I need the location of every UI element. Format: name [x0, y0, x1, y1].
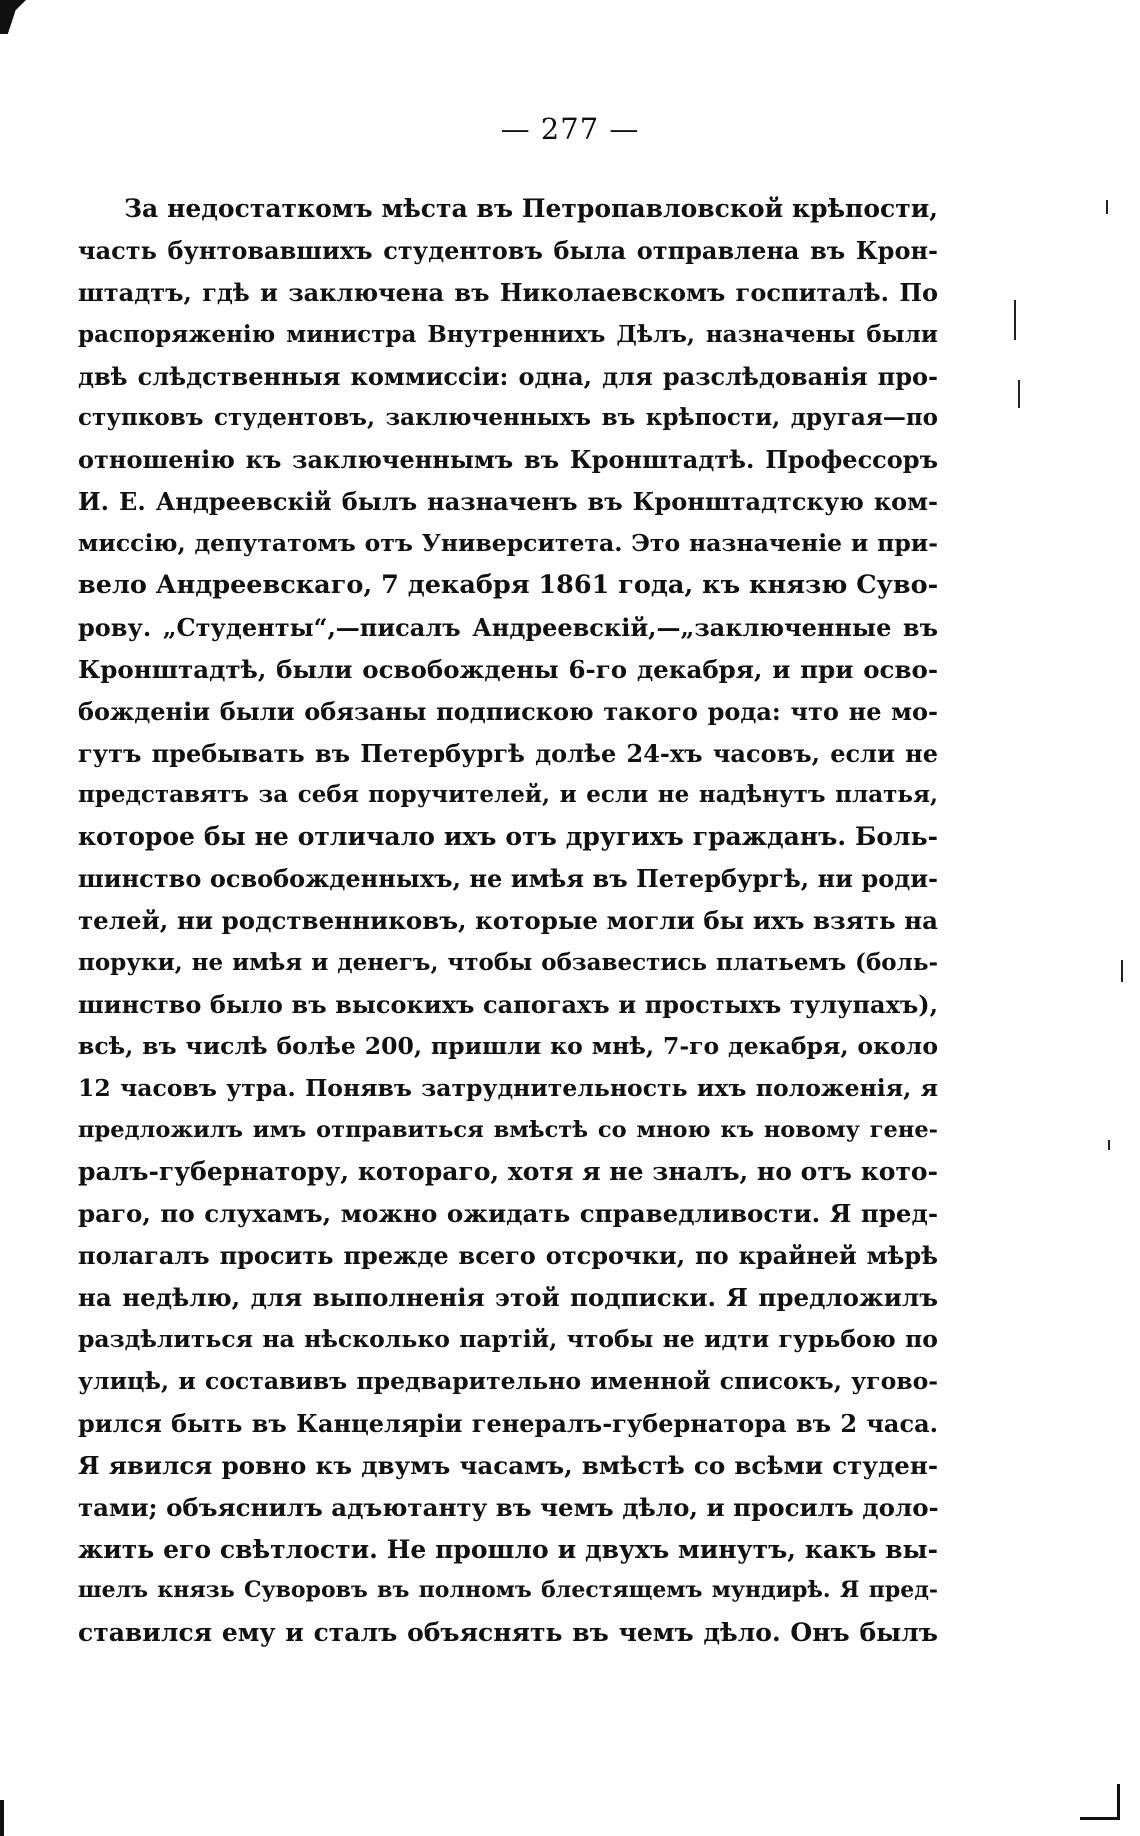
text-line: ступковъ студентовъ, заключенныхъ въ крѣпости, другая—по: [78, 404, 938, 432]
scan-speck: [1106, 200, 1108, 214]
text-line: Кронштадтѣ, были освобождены 6-го декабря, и при осво-: [78, 654, 938, 684]
text-line: вело Андреевскаго, 7 декабря 1861 года, къ князю Суво-: [78, 570, 939, 601]
text-line: телей, ни родственниковъ, которые могли бы ихъ взять на: [78, 906, 938, 936]
text-line: жить его свѣтлости. Не прошло и двухъ минутъ, какъ вы-: [78, 1534, 938, 1564]
body-text: [78, 188, 938, 1654]
text-line: Я явился ровно къ двумъ часамъ, вмѣстѣ со всѣми студен-: [78, 1450, 938, 1480]
text-line: шелъ князь Суворовъ въ полномъ блестящемъ мундирѣ. Я пред-: [78, 1577, 938, 1604]
text-line: на недѣлю, для выполненія этой подписки. Я предложилъ: [78, 1283, 938, 1313]
text-line: часть бунтовавшихъ студентовъ была отправлена въ Крон-: [78, 235, 938, 265]
text-line: раздѣлиться на нѣсколько партій, чтобы не идти гурьбою по: [78, 1325, 938, 1354]
text-line: отношенію къ заключеннымъ въ Кронштадтѣ. Профессоръ: [78, 445, 938, 475]
text-line: божденіи были обязаны подпискою такого рода: что не мо-: [78, 696, 938, 726]
text-line: полагалъ просить прежде всего отсрочки, по крайней мѣрѣ: [78, 1241, 938, 1271]
page-number: — 277 —: [500, 112, 640, 146]
text-line: рову. „Студенты“,—писалъ Андреевскій,—„заключенные въ: [78, 612, 938, 642]
scan-speck: [1018, 380, 1020, 408]
text-line: ралъ-губернатору, котораго, хотя я не зналъ, но отъ кото-: [78, 1157, 938, 1187]
text-line: 12 часовъ утра. Понявъ затруднительность ихъ положенія, я: [78, 1073, 938, 1102]
scan-corner-artifact: [0, 0, 26, 34]
text-line: поруки, не имѣя и денегъ, чтобы обзавестись платьемъ (боль-: [78, 949, 938, 977]
text-line: представятъ за себя поручителей, и если не надѣнутъ платья,: [78, 781, 938, 809]
text-line: ставился ему и сталъ объяснять въ чемъ дѣло. Онъ былъ: [78, 1618, 938, 1648]
text-line: И. Е. Андреевскій былъ назначенъ въ Кронштадтскую ком-: [78, 487, 938, 517]
scan-speck: [1014, 300, 1016, 340]
text-line: шинство освобожденныхъ, не имѣя въ Петербургѣ, ни роди-: [78, 864, 938, 894]
text-line: распоряженію министра Внутреннихъ Дѣлъ, назначены были: [78, 320, 938, 348]
text-line: За недостаткомъ мѣста въ Петропавловской крѣпости,: [124, 194, 938, 223]
text-line: тами; объяснилъ адъютанту въ чемъ дѣло, и просилъ доло-: [78, 1492, 939, 1522]
text-line: штадтъ, гдѣ и заключена въ Николаевскомъ госпиталѣ. По: [78, 277, 938, 307]
text-line: гутъ пребывать въ Петербургѣ долѣе 24-хъ часовъ, если не: [78, 738, 938, 768]
text-line: улицѣ, и составивъ предварительно именной списокъ, угово-: [78, 1366, 938, 1395]
text-line: шинство было въ высокихъ сапогахъ и простыхъ тулупахъ),: [78, 989, 938, 1019]
text-line: предложилъ имъ отправиться вмѣстѣ со мною къ новому гене-: [78, 1116, 938, 1143]
scan-speck: [1121, 960, 1123, 982]
scan-edge-artifact: [0, 1800, 4, 1836]
text-line: всѣ, въ числѣ болѣе 200, пришли ко мнѣ, 7-го декабря, около: [78, 1031, 938, 1060]
text-line: двѣ слѣдственныя коммиссіи: одна, для разслѣдованія про-: [78, 361, 938, 391]
scan-corner-artifact-bottom: [1080, 1817, 1120, 1820]
text-line: которое бы не отличало ихъ отъ другихъ гражданъ. Боль-: [78, 822, 938, 852]
scan-corner-artifact-bottom-vertical: [1117, 1784, 1120, 1820]
text-line: рился быть въ Канцеляріи генералъ-губернатора въ 2 часа.: [78, 1408, 938, 1438]
scan-speck: [1108, 1140, 1110, 1150]
text-line: раго, по слухамъ, можно ожидать справедливости. Я пред-: [78, 1199, 938, 1229]
text-line: миссію, депутатомъ отъ Университета. Это назначеніе и при-: [78, 529, 938, 558]
